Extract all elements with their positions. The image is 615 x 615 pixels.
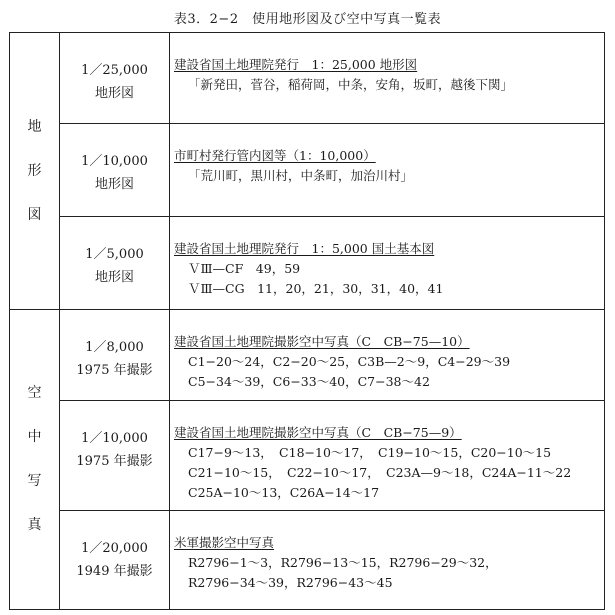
description-cell [170,401,605,511]
table-row [10,309,605,400]
description-title: 建設省国土地理院撮影空中写真（C CB−75—9） [174,425,462,440]
scale-sub: 1975 年撮影 [76,454,153,469]
scale-value: 1／20,000 [81,541,148,557]
table-row [10,511,605,610]
scale-value: 1／5,000 [85,247,144,262]
table-row [10,401,605,511]
description-cell [170,33,605,124]
description-cell [170,217,605,310]
description-line: C17−9〜13， C18−10〜17， C19−10〜15，C20−10〜15 [188,445,552,460]
scale-value: 1／10,000 [81,431,148,446]
description-line: R2796−1〜3，R2796−13〜15，R2796−29〜32， [188,555,498,571]
description-line: C1−20〜24，C2−20〜25，C3B—2〜9，C4−29〜39 [188,353,511,369]
category-char: 形 [27,162,42,179]
description-line: C5−34〜39，C6−33〜40，C7−38〜42 [188,373,430,389]
scale-cell [60,401,170,511]
scale-value: 1／10,000 [81,154,148,170]
description-line: C21−10〜15， C22−10〜17， C23A—9〜18，C24A−11〜22 [188,465,572,480]
table-row [10,124,605,217]
category-char: 中 [27,429,42,446]
category-char: 図 [27,206,42,223]
scale-cell [60,309,170,400]
description-line: ＶⅢ—CF 49，59 [188,261,301,276]
table-row [10,33,605,124]
scale-cell [60,33,170,124]
category-aerial-photo [10,309,60,609]
category-char: 写 [27,473,42,490]
description-cell [170,309,605,400]
description-title: 建設省国土地理院発行 1：5,000 国土基本図 [174,241,435,256]
category-char: 真 [27,517,42,534]
scale-sub: 1949 年撮影 [76,564,153,580]
description-line: ＶⅢ—CG 11，20，21，30，31，40，41 [188,281,444,296]
description-title: 米軍撮影空中写真 [174,535,275,551]
description-title: 市町村発行管内図等（1：10,000） [174,148,376,164]
scale-cell [60,217,170,310]
description-line: 「荒川町，黒川村，中条町，加治川村」 [188,168,414,184]
category-terrain-map [10,33,60,310]
scale-sub: 地形図 [94,177,134,193]
category-char: 地 [27,118,42,135]
scale-value: 1／25,000 [81,63,148,78]
scale-sub: 地形図 [94,86,134,101]
scale-sub: 地形図 [94,270,134,285]
scale-cell [60,124,170,217]
description-title: 建設省国土地理院撮影空中写真（C CB−75—10） [174,333,470,349]
description-cell [170,511,605,610]
map-photo-list-table [9,32,605,610]
description-line: R2796−34〜39，R2796−43〜45 [188,575,393,591]
scale-value: 1／8,000 [85,339,144,355]
scale-sub: 1975 年撮影 [76,362,153,378]
table-caption: 表3．2−2 使用地形図及び空中写真一覧表 [173,12,442,27]
category-char: 空 [27,385,42,402]
description-line: C25A−10〜13，C26A−14〜17 [188,485,380,500]
scale-cell [60,511,170,610]
description-line: 「新発田，菅谷，稲荷岡，中条，安角，坂町，越後下関」 [188,77,514,92]
description-title: 建設省国土地理院発行 1：25,000 地形図 [174,57,418,72]
table-row [10,217,605,310]
description-cell [170,124,605,217]
